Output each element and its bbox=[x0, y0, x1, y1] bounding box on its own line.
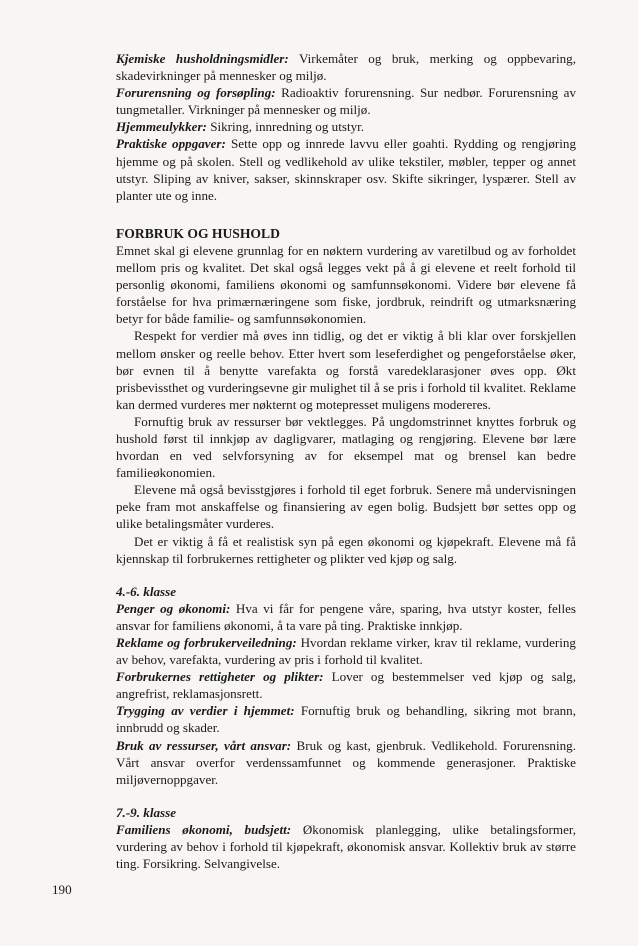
topic-item bbox=[116, 84, 576, 118]
body-paragraph: Det er viktig å få et realistisk syn på egen økonomi og kjøpekraft. Elevene må få kjennskap til forbrukernes rettigheter og plikter ved kjøp og salg. bbox=[116, 533, 576, 566]
topic-label: Reklame og forbrukerveiledning: bbox=[116, 635, 297, 650]
topic-label: Trygging av verdier i hjemmet: bbox=[116, 703, 295, 719]
topic-label: Bruk av ressurser, vårt ansvar: bbox=[116, 737, 292, 753]
topic-text: Økonomisk planlegging, ulike betalingsformer, vurdering av behov i forhold til kjøpekraft, økonomisk ansvar. Kollektiv bruk av større ting. Forsikring. Selvangivelse. bbox=[116, 821, 576, 872]
topic-label: Praktiske oppgaver: bbox=[116, 136, 226, 152]
topic-label: Hjemmeulykker: bbox=[116, 119, 207, 135]
intro-topics bbox=[116, 50, 576, 204]
page-body bbox=[116, 50, 576, 872]
grade-7-9-topics bbox=[116, 821, 576, 872]
topic-label: Kjemiske husholdningsmidler: bbox=[116, 51, 289, 66]
topic-text: Radioaktiv forurensning. Sur nedbør. Forurensning av tungmetaller. Virkninger på mennesker og miljø. bbox=[116, 85, 576, 118]
topic-text: Sikring, innredning og utstyr. bbox=[206, 119, 365, 135]
grade-4-6-heading: 4.-6. klasse bbox=[116, 583, 177, 599]
topic-label: Forbrukernes rettigheter og plikter: bbox=[116, 669, 324, 685]
topic-text: Sette opp og innrede lavvu eller goahti. Rydding og rengjøring hjemme og på skolen. Stell og vedlikehold av ulike tekstiler, møbler, tepper og annet utstyr. Sliping av kniver, sakser, skinnskraper osv. Skifte sikringer, lyspærer. Stell av planter ute og inne. bbox=[116, 136, 576, 203]
topic-item bbox=[116, 118, 576, 135]
topic-item bbox=[116, 668, 576, 702]
topic-item bbox=[116, 135, 576, 203]
grade-7-9-heading: 7.-9. klasse bbox=[116, 804, 177, 820]
topic-text: Virkemåter og bruk, merking og oppbevaring, skadevirkninger på mennesker og miljø. bbox=[116, 51, 576, 84]
body-paragraph: Emnet skal gi elevene grunnlag for en nøktern vurdering av varetilbud og av forholdet mellom pris og kvalitet. Det skal også legges vekt på å gi elevene et reelt forhold til personlig økonomi, familiens økonomi og samfunnsøkonomi. Videre bør elevene få forståelse for hva primærnæringene som fiske, jordbruk, reindrift og utmarksnæring betyr for både familie- og samfunnsøkonomien. bbox=[116, 242, 576, 327]
section-heading: FORBRUK OG HUSHOLD bbox=[116, 225, 280, 241]
topic-text: Lover og bestemmelser ved kjøp og salg, angrefrist, reklamasjonsrett. bbox=[116, 669, 577, 702]
topic-item bbox=[116, 702, 576, 736]
topic-label: Penger og økonomi: bbox=[116, 600, 231, 616]
body-paragraph: Respekt for verdier må øves inn tidlig, og det er viktig å bli klar over forskjellen mellom ønsker og reelle behov. Etter hvert som leseferdighet og pengeforståelse øker, bør evnen til å benytte varefakta og forstå varedeklarasjoner øves opp. Økt prisbevissthet og vurderingsevne gir mulighet til å se pris i forhold til kvalitet. Reklame kan dermed vurderes mer nøkternt og motepresset muligens modereres. bbox=[116, 328, 576, 412]
body-paragraph: Elevene må også bevisstgjøres i forhold til eget forbruk. Senere må undervisningen peke fram mot anskaffelse og finansiering av egen bolig. Budsjett bør settes opp og ulike betalingsmåter vurderes. bbox=[116, 482, 576, 532]
section-body bbox=[116, 242, 576, 567]
topic-item bbox=[116, 50, 576, 84]
topic-text: Hvordan reklame virker, krav til reklame, vurdering av behov, varefakta, vurdering av pris i forhold til kvalitet. bbox=[116, 635, 576, 668]
body-paragraph: Fornuftig bruk av ressurser bør vektlegges. På ungdomstrinnet knyttes forbruk og hushold først til innkjøp av dagligvarer, matlaging og rengjøring. Elevene bør lære hvordan en ved selvforsyning av for eksempel mat og brensel kan bedre familieøkonomien. bbox=[116, 413, 576, 481]
topic-label: Forurensning og forsøpling: bbox=[116, 85, 276, 101]
topic-text: Fornuftig bruk og behandling, sikring mot brann, innbrudd og skader. bbox=[116, 703, 576, 736]
topic-item bbox=[116, 634, 576, 668]
topic-text: Hva vi får for pengene våre, sparing, hva utstyr koster, felles ansvar for familiens økonomi, å ta vare på ting. Praktiske innkjøp. bbox=[116, 600, 576, 633]
topic-item bbox=[116, 737, 576, 788]
grade-4-6-topics bbox=[116, 600, 576, 788]
topic-item bbox=[116, 600, 576, 634]
page-number: 190 bbox=[52, 882, 72, 897]
topic-text: Bruk og kast, gjenbruk. Vedlikehold. Forurensning. Vårt ansvar overfor verdenssamfunnet og kommende generasjoner. Praktiske miljøvernoppgaver. bbox=[116, 737, 576, 787]
topic-label: Familiens økonomi, budsjett: bbox=[116, 821, 292, 837]
topic-item bbox=[116, 821, 576, 872]
